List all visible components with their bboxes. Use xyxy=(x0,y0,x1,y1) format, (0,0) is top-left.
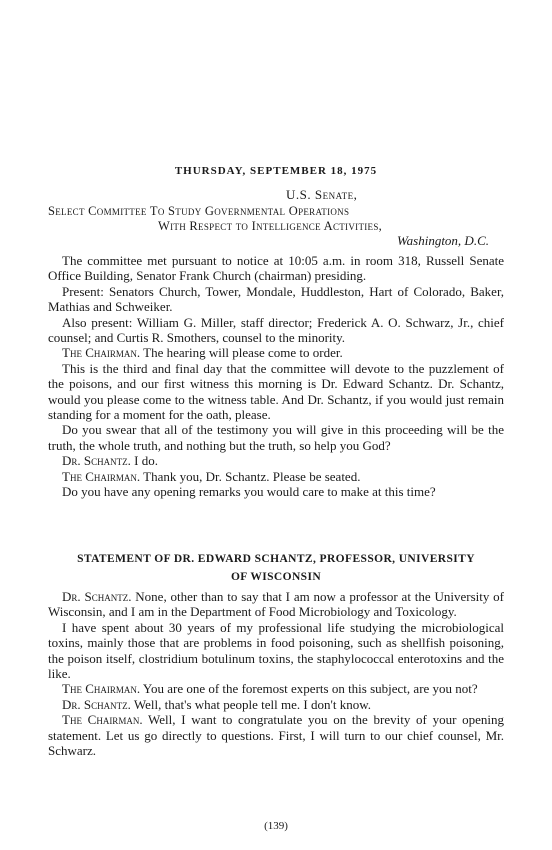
speech-text: Well, that's what people tell me. I don't know. xyxy=(130,696,371,712)
paragraph: This is the third and final day that the committee will devote to the puzzlement of the poisons, and our first witness this morning is Dr. Edward Schantz. Dr. Schantz, would you please come to the witness table. And Dr. Schantz, if you would just remain standing for a moment for the oath, please. xyxy=(48,360,504,423)
speaker-name: The Chairman. xyxy=(62,712,143,728)
speaker-name: The Chairman. xyxy=(62,681,141,697)
testimony xyxy=(48,589,504,758)
place-line: Washington, D.C. xyxy=(397,233,489,248)
paragraph xyxy=(48,589,504,620)
paragraph: Do you have any opening remarks you would care to make at this time? xyxy=(62,484,436,500)
senate-label: U.S. Senate, xyxy=(286,187,358,202)
speaker-name: The Chairman. xyxy=(62,345,141,361)
paragraph xyxy=(48,681,504,696)
paragraph xyxy=(48,712,504,758)
speaker-name: The Chairman. xyxy=(62,468,141,484)
speech-text: You are one of the foremost experts on this subject, are you not? xyxy=(140,681,478,697)
page-number: (139) xyxy=(264,820,288,832)
heading-line: OF WISCONSIN xyxy=(230,571,322,583)
committee-name-line2: With Respect to Intelligence Activities, xyxy=(158,219,383,233)
dateline: THURSDAY, SEPTEMBER 18, 1975 xyxy=(174,165,378,177)
heading-line: STATEMENT OF DR. EDWARD SCHANTZ, PROFESSOR, UNIVERSITY xyxy=(77,553,475,565)
paragraph: Also present: William G. Miller, staff director; Frederick A. O. Schwarz, Jr., chief counsel; and Curtis R. Smothers, counsel to the minority. xyxy=(48,314,504,346)
paragraph: The committee met pursuant to notice at 10:05 a.m. in room 318, Russell Senate Office Building, Senator Frank Church (chairman) presiding. xyxy=(48,253,504,284)
speaker-name: Dr. Schantz. xyxy=(62,696,131,712)
paragraph: Present: Senators Church, Tower, Mondale, Huddleston, Hart of Colorado, Baker, Mathias and Schweiker. xyxy=(48,283,504,315)
paragraph xyxy=(48,469,504,484)
speaker-name: Dr. Schantz. xyxy=(62,453,131,469)
paragraph xyxy=(48,453,504,468)
speech-text: None, other than to say that I am now a professor at the University of Wisconsin, and I am in the Department of Food Microbiology and Toxicology. xyxy=(48,589,505,620)
speech-text: Thank you, Dr. Schantz. Please be seated. xyxy=(140,468,361,484)
speech-text: I do. xyxy=(130,453,158,469)
paragraph xyxy=(48,697,504,712)
statement-heading xyxy=(48,550,504,586)
speaker-name: Dr. Schantz. xyxy=(62,589,132,604)
speech-text: The hearing will please come to order. xyxy=(140,345,343,361)
paragraph xyxy=(48,345,504,360)
paragraph: Do you swear that all of the testimony you will give in this proceeding will be the truth, the whole truth, and nothing but the truth, so help you God? xyxy=(48,422,504,453)
committee-name-line1: Select Committee To Study Governmental Operations xyxy=(48,204,350,218)
paragraph: I have spent about 30 years of my professional life studying the microbiological toxins, mainly those that are problems in food poisoning, such as shellfish poisoning, the poison itself, clostridium botulinum toxins, the staphylococcal enterotoxins and the like. xyxy=(48,619,504,682)
opening-proceedings xyxy=(48,253,504,500)
speech-text: Well, I want to congratulate you on the brevity of your opening statement. Let us go directly to questions. First, I will turn to our chief counsel, Mr. Schwarz. xyxy=(48,712,504,759)
